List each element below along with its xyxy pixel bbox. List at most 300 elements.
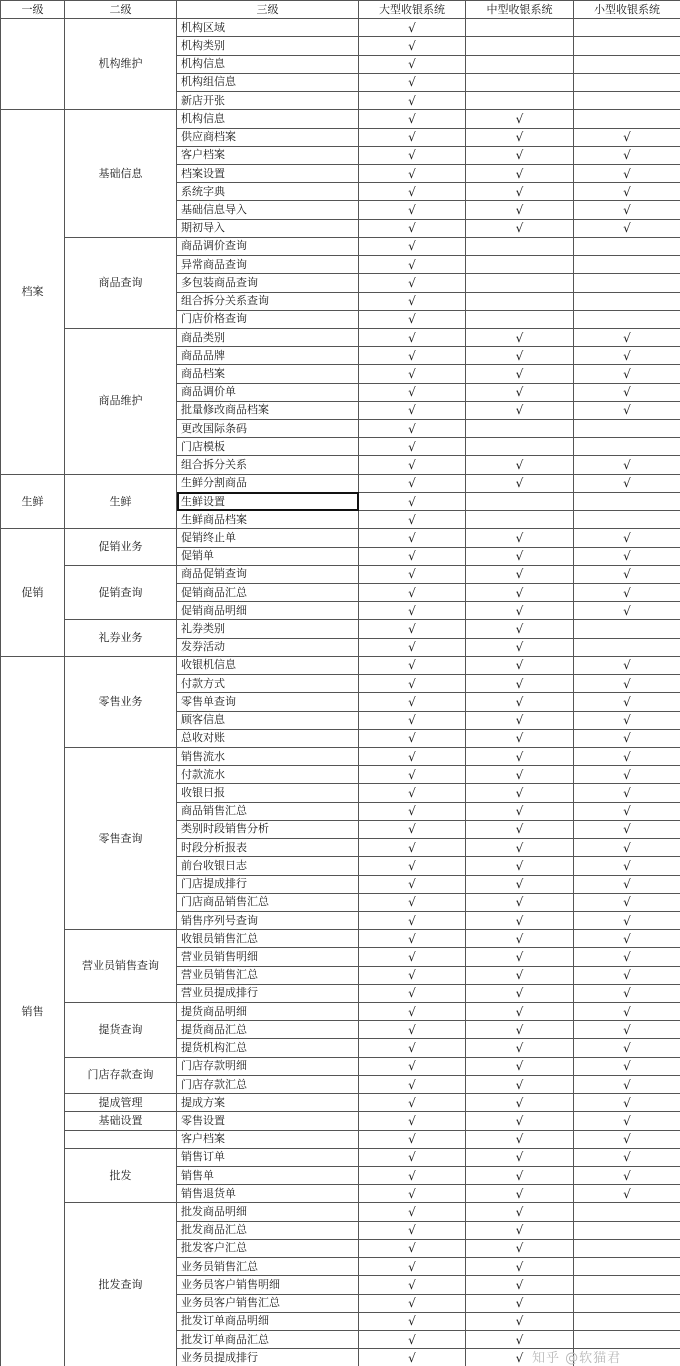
check-medium: √ — [466, 1239, 574, 1257]
level3-cell[interactable]: 供应商档案 — [177, 128, 359, 146]
level3-cell[interactable]: 付款流水 — [177, 766, 359, 784]
level2-cell: 营业员销售查询 — [65, 930, 177, 1003]
check-small — [574, 1203, 680, 1221]
check-medium: √ — [466, 948, 574, 966]
check-large: √ — [359, 1185, 466, 1203]
check-large: √ — [359, 292, 466, 310]
check-small: √ — [574, 456, 680, 474]
check-small — [574, 1276, 680, 1294]
level3-cell[interactable]: 收银日报 — [177, 784, 359, 802]
check-small: √ — [574, 656, 680, 674]
level2-cell: 商品查询 — [65, 237, 177, 328]
level3-cell[interactable]: 提货商品汇总 — [177, 1021, 359, 1039]
level3-cell[interactable]: 异常商品查询 — [177, 256, 359, 274]
level3-cell[interactable]: 批发客户汇总 — [177, 1239, 359, 1257]
check-medium: √ — [466, 1312, 574, 1330]
check-medium: √ — [466, 365, 574, 383]
check-small: √ — [574, 383, 680, 401]
check-large: √ — [359, 584, 466, 602]
level3-cell[interactable]: 商品销售汇总 — [177, 802, 359, 820]
level3-cell[interactable]: 批发商品汇总 — [177, 1221, 359, 1239]
check-medium: √ — [466, 1167, 574, 1185]
check-large: √ — [359, 893, 466, 911]
check-small: √ — [574, 584, 680, 602]
check-medium: √ — [466, 693, 574, 711]
check-small: √ — [574, 1167, 680, 1185]
check-large: √ — [359, 1294, 466, 1312]
check-medium: √ — [466, 802, 574, 820]
check-large: √ — [359, 420, 466, 438]
check-large: √ — [359, 256, 466, 274]
check-large: √ — [359, 438, 466, 456]
check-large: √ — [359, 620, 466, 638]
check-small: √ — [574, 164, 680, 182]
check-small: √ — [574, 893, 680, 911]
check-large: √ — [359, 930, 466, 948]
check-small: √ — [574, 201, 680, 219]
check-large: √ — [359, 1003, 466, 1021]
level3-cell[interactable]: 期初导入 — [177, 219, 359, 237]
table-row — [1, 747, 680, 765]
level3-cell[interactable]: 业务员销售汇总 — [177, 1258, 359, 1276]
check-medium: √ — [466, 547, 574, 565]
check-medium — [466, 292, 574, 310]
check-small — [574, 73, 680, 91]
level3-cell[interactable]: 机构类别 — [177, 37, 359, 55]
check-medium: √ — [466, 1057, 574, 1075]
level3-cell[interactable]: 发券活动 — [177, 638, 359, 656]
level3-cell[interactable]: 商品档案 — [177, 365, 359, 383]
check-medium — [466, 492, 574, 510]
check-small: √ — [574, 401, 680, 419]
check-large: √ — [359, 401, 466, 419]
level3-cell[interactable]: 促销终止单 — [177, 529, 359, 547]
check-large: √ — [359, 1130, 466, 1148]
check-medium: √ — [466, 164, 574, 182]
check-medium: √ — [466, 1258, 574, 1276]
table-row — [1, 110, 680, 128]
level3-cell[interactable]: 礼券类别 — [177, 620, 359, 638]
check-medium: √ — [466, 183, 574, 201]
check-medium: √ — [466, 219, 574, 237]
check-large: √ — [359, 1258, 466, 1276]
check-large: √ — [359, 492, 466, 510]
check-small — [574, 1294, 680, 1312]
level2-cell: 礼券业务 — [65, 620, 177, 656]
check-small: √ — [574, 1148, 680, 1166]
table-row — [1, 237, 680, 255]
check-large: √ — [359, 1167, 466, 1185]
check-small: √ — [574, 784, 680, 802]
level2-cell: 基础信息 — [65, 110, 177, 238]
check-small: √ — [574, 1075, 680, 1093]
level3-cell[interactable]: 门店提成排行 — [177, 875, 359, 893]
check-large: √ — [359, 729, 466, 747]
check-small: √ — [574, 729, 680, 747]
level3-cell[interactable]: 销售订单 — [177, 1148, 359, 1166]
check-small: √ — [574, 875, 680, 893]
check-large: √ — [359, 1112, 466, 1130]
check-large: √ — [359, 92, 466, 110]
check-large: √ — [359, 1239, 466, 1257]
level2-cell: 零售业务 — [65, 656, 177, 747]
check-large: √ — [359, 1094, 466, 1112]
header-large-system: 大型收银系统 — [359, 1, 466, 19]
table-row — [1, 620, 680, 638]
check-small: √ — [574, 1112, 680, 1130]
check-medium: √ — [466, 201, 574, 219]
level3-cell[interactable]: 促销商品明细 — [177, 602, 359, 620]
level2-cell: 提成管理 — [65, 1094, 177, 1112]
check-small — [574, 92, 680, 110]
level3-cell[interactable]: 业务员客户销售明细 — [177, 1276, 359, 1294]
check-medium: √ — [466, 711, 574, 729]
level3-cell[interactable]: 业务员客户销售汇总 — [177, 1294, 359, 1312]
level3-cell[interactable]: 商品调价单 — [177, 383, 359, 401]
check-small — [574, 310, 680, 328]
level2-cell: 基础设置 — [65, 1112, 177, 1130]
level2-cell: 门店存款查询 — [65, 1057, 177, 1093]
header-level1: 一级 — [1, 1, 65, 19]
check-small — [574, 438, 680, 456]
level3-cell[interactable]: 多包装商品查询 — [177, 274, 359, 292]
level3-cell[interactable]: 商品品牌 — [177, 347, 359, 365]
check-large: √ — [359, 183, 466, 201]
check-large: √ — [359, 857, 466, 875]
check-medium — [466, 310, 574, 328]
level3-cell[interactable]: 业务员提成排行 — [177, 1349, 359, 1366]
check-small: √ — [574, 365, 680, 383]
check-small: √ — [574, 565, 680, 583]
check-medium: √ — [466, 1021, 574, 1039]
check-medium: √ — [466, 1330, 574, 1348]
check-large: √ — [359, 966, 466, 984]
level3-cell[interactable]: 门店价格查询 — [177, 310, 359, 328]
check-medium: √ — [466, 456, 574, 474]
level3-cell[interactable]: 客户档案 — [177, 146, 359, 164]
level3-cell[interactable]: 商品类别 — [177, 328, 359, 346]
level3-cell[interactable]: 档案设置 — [177, 164, 359, 182]
check-medium: √ — [466, 729, 574, 747]
check-large: √ — [359, 201, 466, 219]
check-large: √ — [359, 984, 466, 1002]
check-small — [574, 55, 680, 73]
table-row — [1, 1130, 680, 1148]
check-large: √ — [359, 711, 466, 729]
check-large: √ — [359, 37, 466, 55]
check-large: √ — [359, 784, 466, 802]
check-large: √ — [359, 1312, 466, 1330]
check-small — [574, 1239, 680, 1257]
check-medium: √ — [466, 602, 574, 620]
level3-cell[interactable]: 批发订单商品明细 — [177, 1312, 359, 1330]
check-large: √ — [359, 602, 466, 620]
level2-cell: 批发查询 — [65, 1203, 177, 1366]
header-small-system: 小型收银系统 — [574, 1, 680, 19]
check-medium — [466, 511, 574, 529]
check-medium: √ — [466, 110, 574, 128]
check-large: √ — [359, 766, 466, 784]
check-large: √ — [359, 747, 466, 765]
check-small: √ — [574, 1039, 680, 1057]
check-medium: √ — [466, 620, 574, 638]
check-medium: √ — [466, 766, 574, 784]
check-medium: √ — [466, 1003, 574, 1021]
check-small — [574, 292, 680, 310]
check-medium: √ — [466, 1276, 574, 1294]
check-medium: √ — [466, 1294, 574, 1312]
check-medium: √ — [466, 347, 574, 365]
level3-cell[interactable]: 时段分析报表 — [177, 839, 359, 857]
check-small — [574, 420, 680, 438]
check-medium: √ — [466, 820, 574, 838]
level3-cell[interactable]: 机构组信息 — [177, 73, 359, 91]
table-row — [1, 930, 680, 948]
table-header-row — [1, 1, 680, 19]
level3-cell[interactable]: 机构信息 — [177, 110, 359, 128]
level2-cell: 促销查询 — [65, 565, 177, 620]
level3-cell[interactable]: 生鲜商品档案 — [177, 511, 359, 529]
level3-cell[interactable]: 系统字典 — [177, 183, 359, 201]
level3-cell[interactable]: 提货机构汇总 — [177, 1039, 359, 1057]
check-medium: √ — [466, 839, 574, 857]
check-large: √ — [359, 1221, 466, 1239]
level3-cell[interactable]: 顾客信息 — [177, 711, 359, 729]
level3-cell[interactable]: 收银员销售汇总 — [177, 930, 359, 948]
check-small: √ — [574, 328, 680, 346]
level3-cell[interactable]: 门店存款明细 — [177, 1057, 359, 1075]
level3-cell[interactable]: 新店开张 — [177, 92, 359, 110]
level1-cell: 销售 — [1, 656, 65, 1366]
level2-cell: 生鲜 — [65, 474, 177, 529]
check-large: √ — [359, 146, 466, 164]
level3-cell[interactable]: 机构信息 — [177, 55, 359, 73]
check-small: √ — [574, 602, 680, 620]
check-medium — [466, 92, 574, 110]
check-large: √ — [359, 1021, 466, 1039]
level3-cell[interactable]: 提成方案 — [177, 1094, 359, 1112]
check-small: √ — [574, 911, 680, 929]
level3-cell[interactable]: 付款方式 — [177, 675, 359, 693]
check-medium: √ — [466, 128, 574, 146]
level3-cell[interactable]: 提货商品明细 — [177, 1003, 359, 1021]
level3-cell[interactable]: 销售序列号查询 — [177, 911, 359, 929]
check-large: √ — [359, 802, 466, 820]
check-medium — [466, 274, 574, 292]
level3-cell[interactable]: 销售单 — [177, 1167, 359, 1185]
level3-cell[interactable]: 基础信息导入 — [177, 201, 359, 219]
check-small: √ — [574, 547, 680, 565]
level2-cell: 零售查询 — [65, 747, 177, 929]
check-medium — [466, 256, 574, 274]
check-medium: √ — [466, 1112, 574, 1130]
check-small — [574, 110, 680, 128]
level3-cell[interactable]: 促销商品汇总 — [177, 584, 359, 602]
check-medium: √ — [466, 893, 574, 911]
level1-cell — [1, 19, 65, 110]
level2-cell: 机构维护 — [65, 19, 177, 110]
level2-cell: 批发 — [65, 1148, 177, 1203]
level3-cell[interactable]: 零售设置 — [177, 1112, 359, 1130]
check-small: √ — [574, 747, 680, 765]
level3-cell[interactable]: 批发商品明细 — [177, 1203, 359, 1221]
check-medium — [466, 19, 574, 37]
level3-cell[interactable]: 类别时段销售分析 — [177, 820, 359, 838]
check-small: √ — [574, 693, 680, 711]
check-medium: √ — [466, 966, 574, 984]
check-small — [574, 274, 680, 292]
check-large: √ — [359, 911, 466, 929]
table-row — [1, 656, 680, 674]
check-large: √ — [359, 328, 466, 346]
level3-cell[interactable]: 营业员销售汇总 — [177, 966, 359, 984]
check-small: √ — [574, 1021, 680, 1039]
level1-cell: 促销 — [1, 529, 65, 657]
check-large: √ — [359, 1276, 466, 1294]
level3-cell[interactable]: 零售单查询 — [177, 693, 359, 711]
level3-cell[interactable]: 促销单 — [177, 547, 359, 565]
level3-cell[interactable]: 总收对账 — [177, 729, 359, 747]
check-medium: √ — [466, 656, 574, 674]
level3-cell[interactable]: 营业员提成排行 — [177, 984, 359, 1002]
check-medium: √ — [466, 930, 574, 948]
check-small: √ — [574, 820, 680, 838]
check-small: √ — [574, 984, 680, 1002]
check-medium: √ — [466, 1185, 574, 1203]
level1-cell: 档案 — [1, 110, 65, 474]
check-small: √ — [574, 766, 680, 784]
level3-cell[interactable]: 商品调价查询 — [177, 237, 359, 255]
check-small — [574, 1312, 680, 1330]
check-small: √ — [574, 128, 680, 146]
check-medium: √ — [466, 1148, 574, 1166]
check-medium: √ — [466, 529, 574, 547]
check-medium: √ — [466, 1094, 574, 1112]
check-medium: √ — [466, 1221, 574, 1239]
level3-cell[interactable]: 组合拆分关系 — [177, 456, 359, 474]
check-large: √ — [359, 1148, 466, 1166]
check-medium: √ — [466, 1349, 574, 1366]
check-medium: √ — [466, 565, 574, 583]
check-large: √ — [359, 948, 466, 966]
check-medium: √ — [466, 328, 574, 346]
header-level3: 三级 — [177, 1, 359, 19]
table-row — [1, 1003, 680, 1021]
level2-cell — [65, 1130, 177, 1148]
check-large: √ — [359, 693, 466, 711]
level3-cell[interactable]: 批发订单商品汇总 — [177, 1330, 359, 1348]
check-large: √ — [359, 237, 466, 255]
check-small — [574, 256, 680, 274]
check-small — [574, 1221, 680, 1239]
check-large: √ — [359, 347, 466, 365]
check-small — [574, 19, 680, 37]
check-medium: √ — [466, 675, 574, 693]
check-large: √ — [359, 73, 466, 91]
check-small — [574, 1258, 680, 1276]
level3-cell[interactable]: 销售退货单 — [177, 1185, 359, 1203]
level3-cell[interactable]: 门店商品销售汇总 — [177, 893, 359, 911]
level3-cell[interactable]: 门店模板 — [177, 438, 359, 456]
level3-cell[interactable]: 批量修改商品档案 — [177, 401, 359, 419]
check-large: √ — [359, 1349, 466, 1366]
check-small: √ — [574, 930, 680, 948]
check-small — [574, 492, 680, 510]
level3-cell[interactable]: 收银机信息 — [177, 656, 359, 674]
check-medium: √ — [466, 1075, 574, 1093]
level3-cell[interactable]: 门店存款汇总 — [177, 1075, 359, 1093]
header-medium-system: 中型收银系统 — [466, 1, 574, 19]
check-large: √ — [359, 529, 466, 547]
header-level2: 二级 — [65, 1, 177, 19]
level3-cell[interactable]: 前台收银日志 — [177, 857, 359, 875]
level3-cell[interactable]: 客户档案 — [177, 1130, 359, 1148]
check-small: √ — [574, 1185, 680, 1203]
level3-cell[interactable]: 营业员销售明细 — [177, 948, 359, 966]
check-large: √ — [359, 656, 466, 674]
level3-cell[interactable]: 组合拆分关系查询 — [177, 292, 359, 310]
check-large: √ — [359, 274, 466, 292]
check-medium: √ — [466, 747, 574, 765]
check-small: √ — [574, 966, 680, 984]
table-row — [1, 565, 680, 583]
check-medium: √ — [466, 146, 574, 164]
check-medium — [466, 73, 574, 91]
check-large: √ — [359, 365, 466, 383]
check-medium — [466, 237, 574, 255]
check-large: √ — [359, 565, 466, 583]
check-small — [574, 511, 680, 529]
check-large: √ — [359, 675, 466, 693]
level3-cell[interactable]: 机构区域 — [177, 19, 359, 37]
check-small: √ — [574, 219, 680, 237]
level3-cell[interactable]: 更改国际条码 — [177, 420, 359, 438]
check-large: √ — [359, 474, 466, 492]
check-small: √ — [574, 146, 680, 164]
check-large: √ — [359, 820, 466, 838]
check-large: √ — [359, 839, 466, 857]
check-medium: √ — [466, 638, 574, 656]
check-small: √ — [574, 839, 680, 857]
check-large: √ — [359, 1330, 466, 1348]
check-small: √ — [574, 711, 680, 729]
check-large: √ — [359, 1057, 466, 1075]
check-medium: √ — [466, 1130, 574, 1148]
table-row — [1, 1057, 680, 1075]
check-medium: √ — [466, 1203, 574, 1221]
check-medium: √ — [466, 984, 574, 1002]
check-large: √ — [359, 547, 466, 565]
check-large: √ — [359, 19, 466, 37]
watermark: 知乎 @软猫君 — [532, 1351, 622, 1366]
check-large: √ — [359, 310, 466, 328]
check-large: √ — [359, 1203, 466, 1221]
check-medium: √ — [466, 584, 574, 602]
check-large: √ — [359, 456, 466, 474]
check-small — [574, 37, 680, 55]
selected-level3-cell[interactable]: 生鲜设置 — [177, 492, 359, 510]
level3-cell[interactable]: 销售流水 — [177, 747, 359, 765]
table-row — [1, 1148, 680, 1166]
level3-cell[interactable]: 生鲜分割商品 — [177, 474, 359, 492]
check-large: √ — [359, 128, 466, 146]
check-small — [574, 638, 680, 656]
check-medium — [466, 420, 574, 438]
table-row — [1, 474, 680, 492]
level2-cell: 促销业务 — [65, 529, 177, 565]
level3-cell[interactable]: 商品促销查询 — [177, 565, 359, 583]
check-small: √ — [574, 1130, 680, 1148]
